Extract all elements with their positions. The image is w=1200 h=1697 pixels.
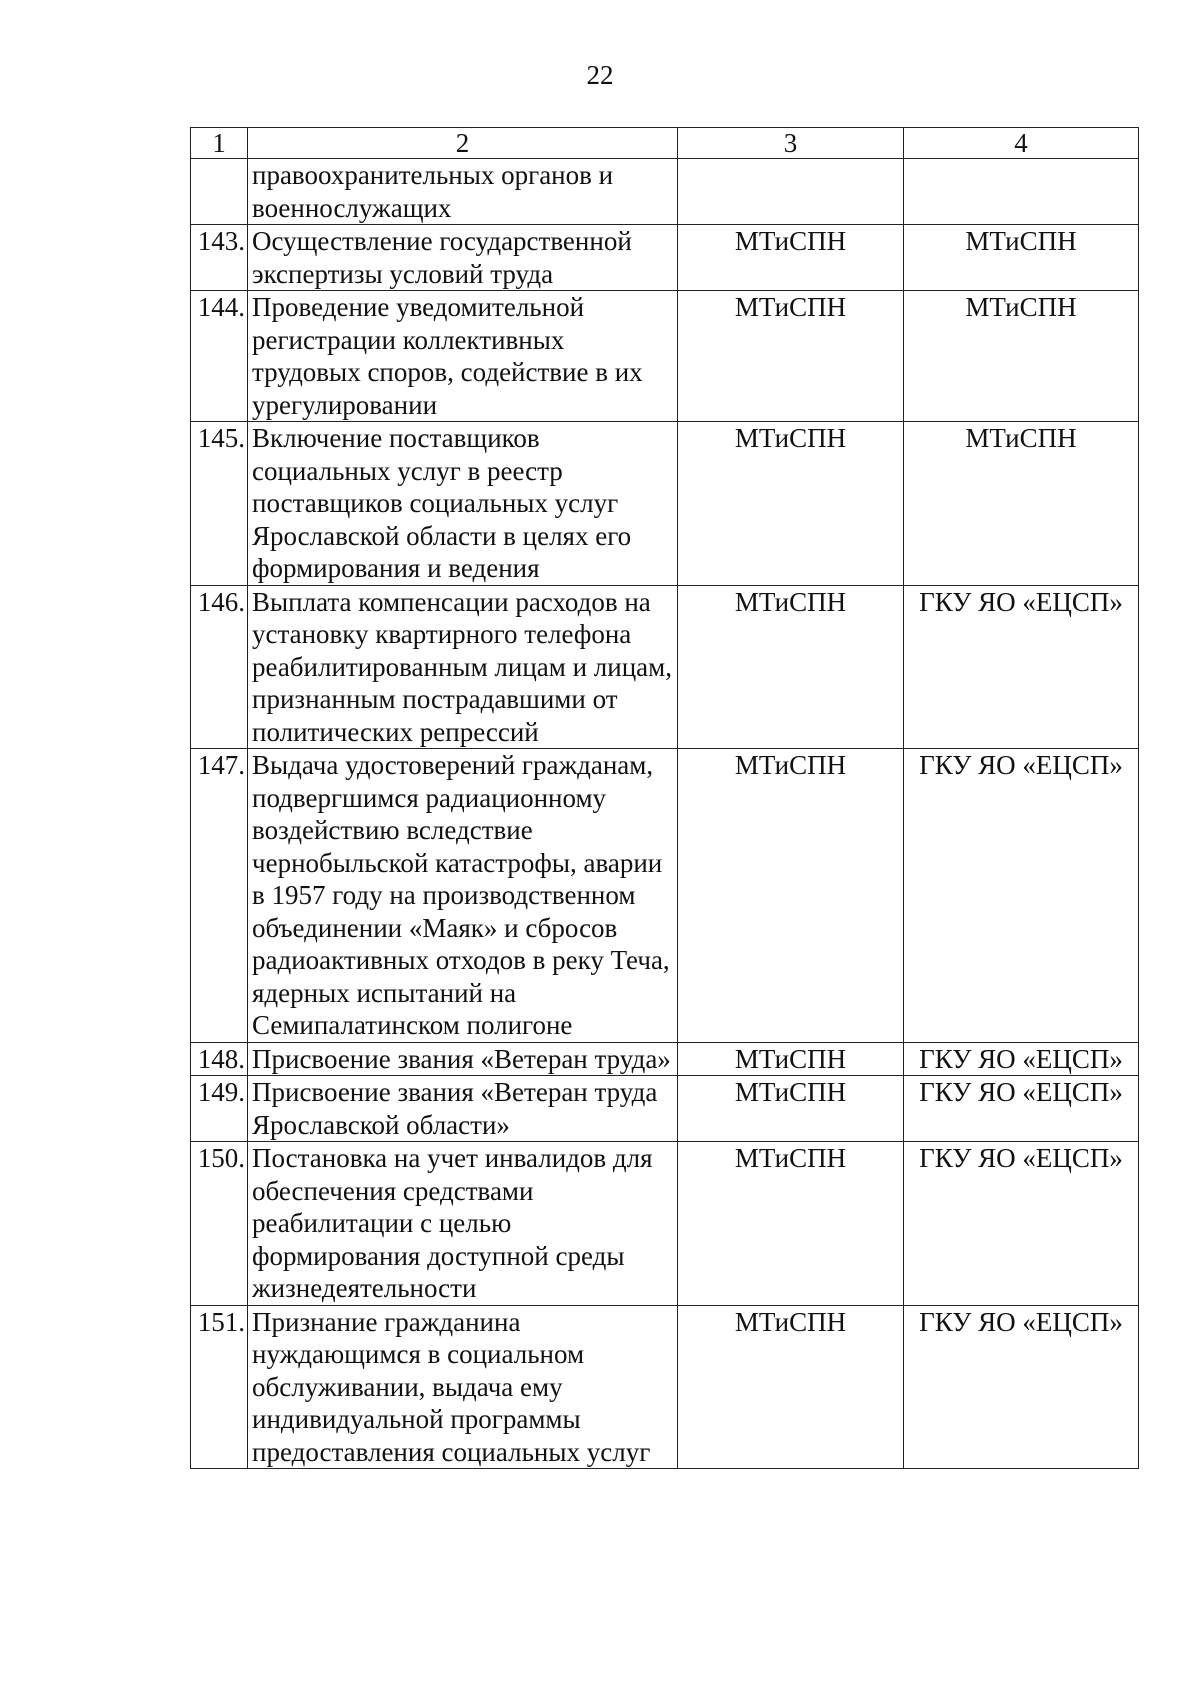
row-number: 151. xyxy=(191,1305,248,1469)
row-number: 143. xyxy=(191,225,248,291)
table-row xyxy=(191,159,1139,225)
service-name: Выдача удостоверений гражданам, подвергшимся радиационному воздействию вследствие чернобыльской катастрофы, аварии в 1957 году на производственном объединении «Маяк» и сбросов радиоактивных отходов в реку Теча, ядерных испытаний на Семипалатинском полигоне xyxy=(248,749,678,1043)
executing-body: ГКУ ЯО «ЕЦСП» xyxy=(904,749,1139,1043)
header-col-2: 2 xyxy=(248,128,678,159)
executing-body: МТиСПН xyxy=(904,422,1139,586)
row-number: 148. xyxy=(191,1042,248,1076)
responsible-authority: МТиСПН xyxy=(678,422,904,586)
row-number xyxy=(191,159,248,225)
table-row xyxy=(191,749,1139,1043)
responsible-authority: МТиСПН xyxy=(678,1142,904,1306)
row-number: 149. xyxy=(191,1076,248,1142)
service-name: Постановка на учет инвалидов для обеспечения средствами реабилитации с целью формирования доступной среды жизнедеятельности xyxy=(248,1142,678,1306)
page-number: 22 xyxy=(586,60,614,90)
row-number: 147. xyxy=(191,749,248,1043)
executing-body: ГКУ ЯО «ЕЦСП» xyxy=(904,1042,1139,1076)
header-col-3: 3 xyxy=(678,128,904,159)
responsible-authority: МТиСПН xyxy=(678,1042,904,1076)
services-table xyxy=(190,127,1139,1469)
service-name: Выплата компенсации расходов на установку квартирного телефона реабилитированным лицам и лицам, признанным пострадавшими от политических репрессий xyxy=(248,585,678,749)
header-col-1: 1 xyxy=(191,128,248,159)
service-name: Присвоение звания «Ветеран труда Ярославской области» xyxy=(248,1076,678,1142)
executing-body: МТиСПН xyxy=(904,291,1139,422)
table-row xyxy=(191,1142,1139,1306)
responsible-authority: МТиСПН xyxy=(678,1076,904,1142)
service-name: Проведение уведомительной регистрации коллективных трудовых споров, содействие в их урегулировании xyxy=(248,291,678,422)
row-number: 144. xyxy=(191,291,248,422)
responsible-authority: МТиСПН xyxy=(678,225,904,291)
service-name: Присвоение звания «Ветеран труда» xyxy=(248,1042,678,1076)
table-row xyxy=(191,422,1139,586)
executing-body: МТиСПН xyxy=(904,225,1139,291)
responsible-authority xyxy=(678,159,904,225)
responsible-authority: МТиСПН xyxy=(678,749,904,1043)
table-row xyxy=(191,585,1139,749)
row-number: 150. xyxy=(191,1142,248,1306)
row-number: 146. xyxy=(191,585,248,749)
executing-body: ГКУ ЯО «ЕЦСП» xyxy=(904,585,1139,749)
executing-body: ГКУ ЯО «ЕЦСП» xyxy=(904,1076,1139,1142)
service-name: Включение поставщиков социальных услуг в реестр поставщиков социальных услуг Ярославской области в целях его формирования и ведения xyxy=(248,422,678,586)
responsible-authority: МТиСПН xyxy=(678,1305,904,1469)
responsible-authority: МТиСПН xyxy=(678,291,904,422)
table-row xyxy=(191,1305,1139,1469)
executing-body xyxy=(904,159,1139,225)
table-row xyxy=(191,225,1139,291)
header-col-4: 4 xyxy=(904,128,1139,159)
table-row xyxy=(191,291,1139,422)
service-name: правоохранительных органов и военнослужащих xyxy=(248,159,678,225)
executing-body: ГКУ ЯО «ЕЦСП» xyxy=(904,1305,1139,1469)
executing-body: ГКУ ЯО «ЕЦСП» xyxy=(904,1142,1139,1306)
table-row xyxy=(191,1042,1139,1076)
table-row xyxy=(191,1076,1139,1142)
service-name: Признание гражданина нуждающимся в социальном обслуживании, выдача ему индивидуальной программы предоставления социальных услуг xyxy=(248,1305,678,1469)
table-header-row xyxy=(191,128,1139,159)
service-name: Осуществление государственной экспертизы условий труда xyxy=(248,225,678,291)
row-number: 145. xyxy=(191,422,248,586)
responsible-authority: МТиСПН xyxy=(678,585,904,749)
